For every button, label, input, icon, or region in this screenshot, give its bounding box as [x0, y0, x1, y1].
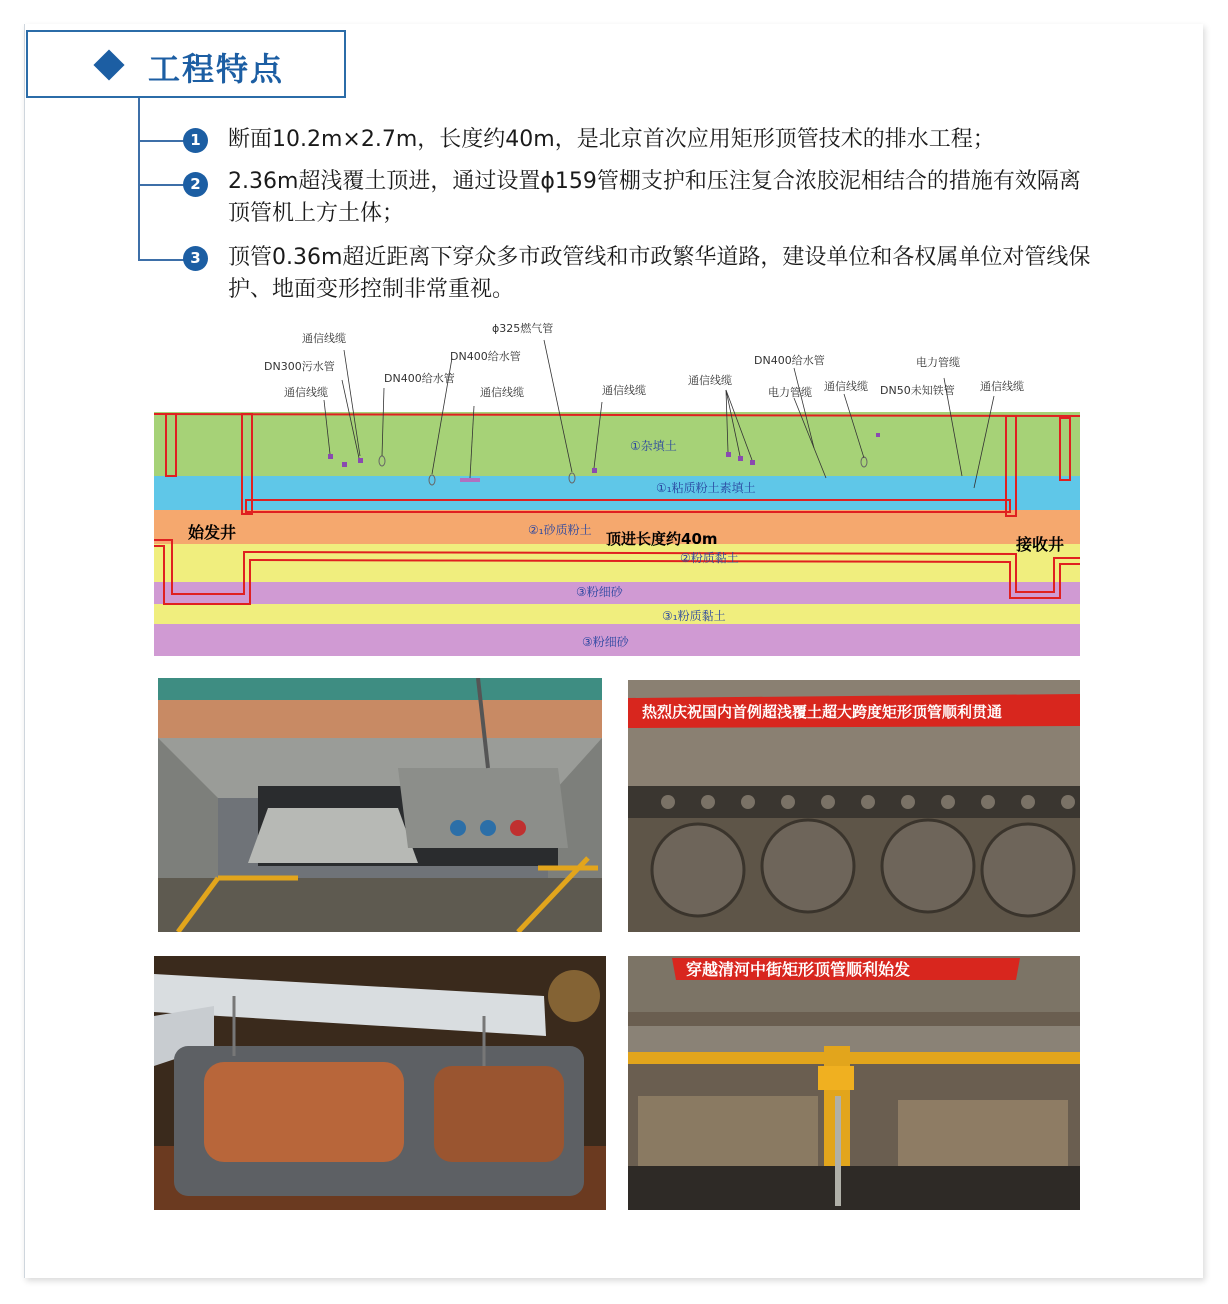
pipe-label: ϕ325燃气管: [492, 322, 554, 335]
layer-label: ③粉细砂: [582, 635, 629, 649]
photo-breakthrough: [628, 680, 1080, 932]
pipe-label: 通信线缆: [302, 332, 346, 345]
tree-branch-1: [138, 140, 186, 142]
pipe-label: DN400给水管: [450, 350, 521, 363]
layer-label: ③₁粉质黏土: [662, 609, 726, 623]
bullet-3: 3: [183, 246, 208, 271]
pipe-label: 通信线缆: [284, 386, 328, 399]
pipe-label: DN300污水管: [264, 360, 335, 373]
pipe-label: DN400给水管: [384, 372, 455, 385]
pipe-label: 通信线缆: [824, 380, 868, 393]
layer-label: ②粉质黏土: [680, 551, 739, 565]
geological-section-diagram: [154, 318, 1080, 658]
pipe-label: 电力管缆: [916, 356, 960, 369]
photo-shaft-machine: [158, 678, 602, 932]
tree-connector: [138, 98, 140, 260]
pipe-label: 通信线缆: [980, 380, 1024, 393]
start-shaft-label: 始发井: [188, 523, 237, 542]
photo-lifting-segment: [154, 956, 606, 1210]
layer-label: ①杂填土: [630, 439, 677, 453]
pipe-label: 通信线缆: [688, 374, 732, 387]
layer-silt-fill: [154, 476, 1080, 510]
layer-label: ③粉细砂: [576, 585, 623, 599]
pipe-label: DN400给水管: [754, 354, 825, 367]
diamond-icon: [93, 49, 124, 80]
jacking-length-label: 顶进长度约40m: [606, 530, 718, 548]
pipe-label: 电力管缆: [768, 386, 812, 399]
section-header: [26, 30, 346, 98]
tree-branch-3: [138, 259, 186, 261]
bullet-1: 1: [183, 128, 208, 153]
pipe-label: DN50未知铁管: [880, 384, 955, 397]
feature-item-2: 2.36m超浅覆土顶进，通过设置ϕ159管棚支护和压注复合浓胶泥相结合的措施有效隔离顶管机上方土体；: [228, 169, 1081, 226]
banner-breakthrough: 热烈庆祝国内首例超浅覆土超大跨度矩形顶管顺利贯通: [642, 703, 1003, 721]
layer-label: ②₁砂质粉土: [528, 523, 592, 537]
layer-clay: [154, 544, 1080, 582]
feature-item-1: 断面10.2m×2.7m，长度约40m，是北京首次应用矩形顶管技术的排水工程；: [228, 127, 995, 152]
banner-launch: 穿越清河中街矩形顶管顺利始发: [686, 960, 911, 979]
end-shaft-label: 接收井: [1016, 535, 1065, 554]
section-title: 工程特点: [148, 50, 285, 88]
photo-launch: [628, 956, 1080, 1210]
bullet-2: 2: [183, 172, 208, 197]
pipe-label: 通信线缆: [480, 386, 524, 399]
pipe-label: 通信线缆: [602, 384, 646, 397]
layer-label: ①₁粘质粉土素填土: [656, 481, 756, 495]
layer-fill: [154, 412, 1080, 476]
layer-silty-clay: [154, 604, 1080, 624]
feature-item-3: 顶管0.36m超近距离下穿众多市政管线和市政繁华道路，建设单位和各权属单位对管线保护、地面变形控制非常重视。: [228, 245, 1091, 302]
tree-branch-2: [138, 184, 186, 186]
